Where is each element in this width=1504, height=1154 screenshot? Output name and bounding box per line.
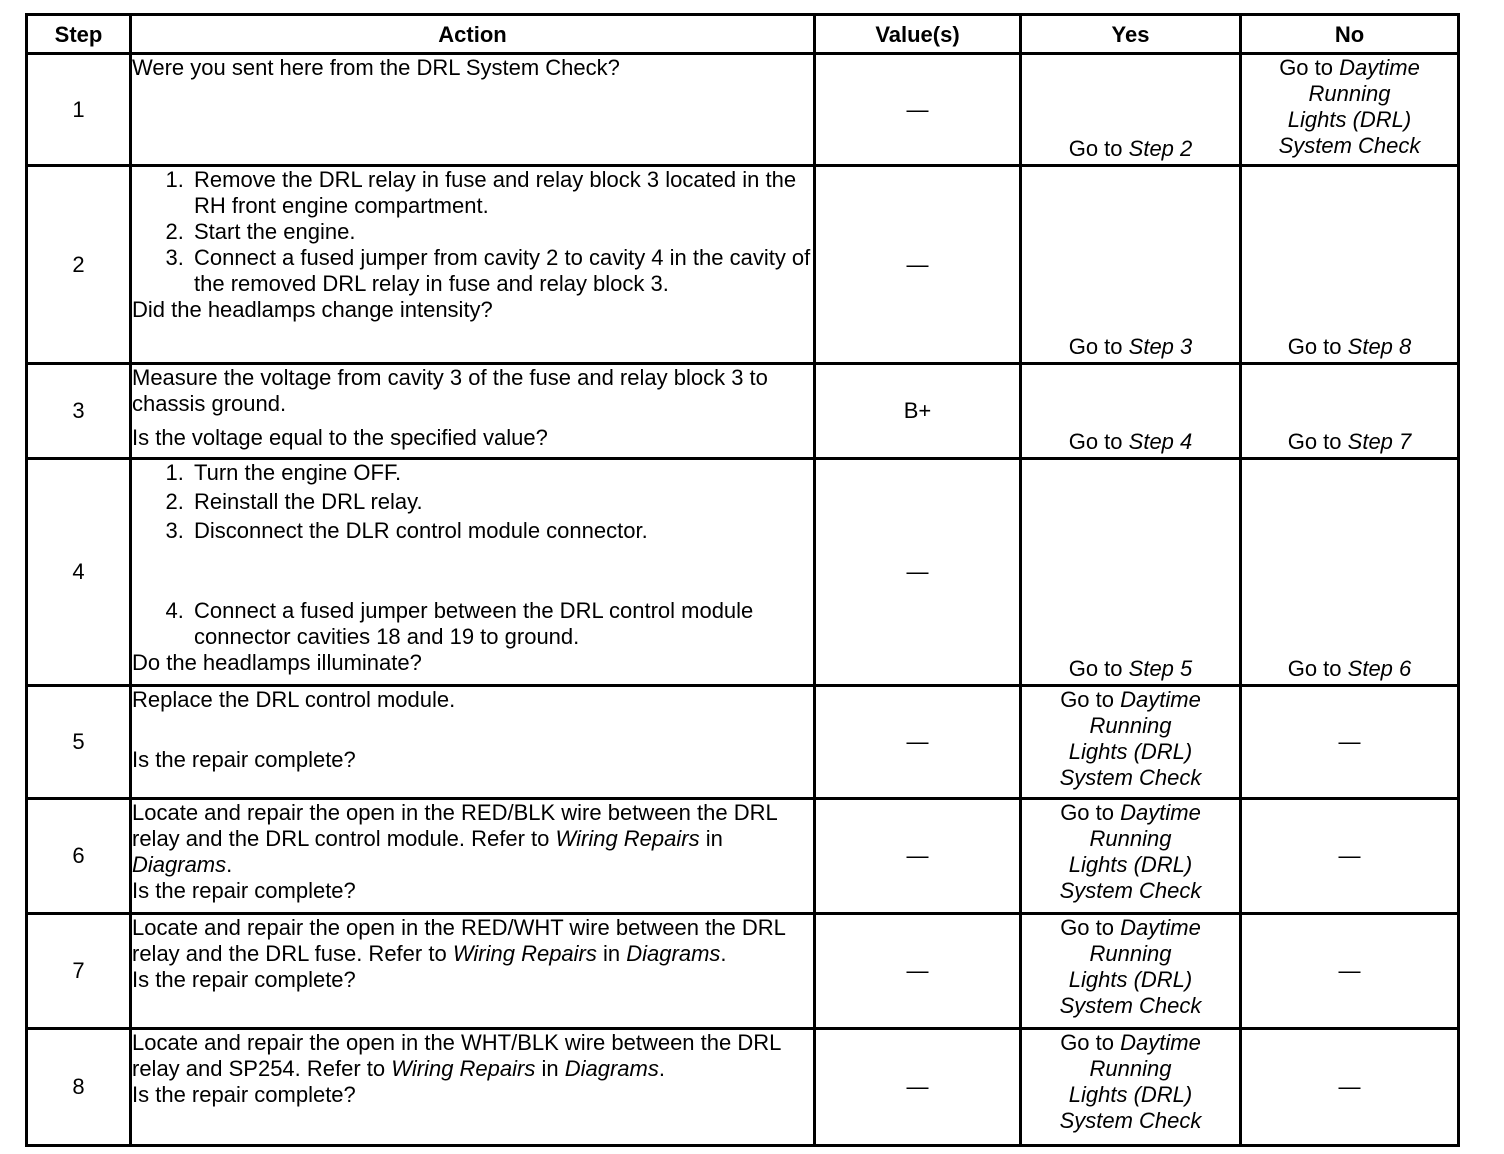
step-number: 7	[27, 914, 131, 1029]
no-cell: —	[1241, 914, 1459, 1029]
table-row	[27, 166, 1459, 364]
yes-link[interactable]: Go to Daytime Running Lights (DRL) System Check	[1059, 687, 1202, 790]
action-text: Measure the voltage from cavity 3 of the fuse and relay block 3 to chassis ground.	[132, 365, 768, 416]
yes-link[interactable]: Go to Step 2	[1068, 136, 1193, 161]
value-cell: —	[815, 914, 1021, 1029]
action-cell	[131, 459, 815, 686]
value-cell: —	[815, 166, 1021, 364]
value-cell: —	[815, 799, 1021, 914]
table-row	[27, 686, 1459, 799]
step-number: 2	[27, 166, 131, 364]
action-cell	[131, 54, 815, 166]
action-step: 2. Start the engine.	[190, 219, 813, 245]
action-question: Is the repair complete?	[132, 878, 356, 903]
yes-cell	[1021, 799, 1241, 914]
action-question: Is the repair complete?	[132, 1082, 356, 1107]
action-step: 2. Reinstall the DRL relay.	[190, 489, 813, 515]
yes-cell	[1021, 1029, 1241, 1146]
yes-cell	[1021, 364, 1241, 459]
action-question: Is the repair complete?	[132, 747, 356, 772]
yes-link[interactable]: Go to Step 5	[1068, 656, 1193, 681]
wiring-repairs-ref[interactable]: Wiring Repairs	[452, 941, 597, 966]
wiring-repairs-ref[interactable]: Wiring Repairs	[391, 1056, 536, 1081]
header-values: Value(s)	[815, 15, 1021, 54]
action-text: Locate and repair the open in the WHT/BLK wire between the DRL relay and SP254. Refer to Wiring Repairs in Diagrams.	[132, 1030, 781, 1081]
table-row	[27, 1029, 1459, 1146]
action-question: Is the repair complete?	[132, 967, 356, 992]
header-action: Action	[131, 15, 815, 54]
yes-link[interactable]: Go to Step 4	[1068, 429, 1193, 454]
step-number: 8	[27, 1029, 131, 1146]
step-number: 1	[27, 54, 131, 166]
no-cell: —	[1241, 799, 1459, 914]
action-step: 3. Connect a fused jumper from cavity 2 to cavity 4 in the cavity of the removed DRL relay in fuse and relay block 3.	[190, 245, 813, 297]
no-link[interactable]: Go to Step 7	[1287, 429, 1412, 454]
value-cell: —	[815, 1029, 1021, 1146]
table-row	[27, 799, 1459, 914]
action-question: Do the headlamps illuminate?	[132, 650, 422, 675]
table-row	[27, 54, 1459, 166]
wiring-repairs-ref[interactable]: Wiring Repairs	[555, 826, 700, 851]
action-step: 3. Disconnect the DLR control module connector.	[190, 518, 813, 544]
table-row	[27, 459, 1459, 686]
action-step: 1. Turn the engine OFF.	[190, 460, 813, 486]
diagrams-ref[interactable]: Diagrams	[132, 852, 227, 877]
action-step: 4. Connect a fused jumper between the DRL control module connector cavities 18 and 19 to ground.	[190, 598, 813, 650]
yes-cell	[1021, 166, 1241, 364]
yes-link[interactable]: Go to Step 3	[1068, 334, 1193, 359]
table-row	[27, 914, 1459, 1029]
step-number: 4	[27, 459, 131, 686]
action-cell	[131, 364, 815, 459]
header-yes: Yes	[1021, 15, 1241, 54]
no-cell	[1241, 166, 1459, 364]
header-row	[27, 15, 1459, 54]
yes-link[interactable]: Go to Daytime Running Lights (DRL) System Check	[1059, 1030, 1202, 1133]
no-cell: —	[1241, 1029, 1459, 1146]
value-cell: B+	[815, 364, 1021, 459]
no-cell: —	[1241, 686, 1459, 799]
yes-cell	[1021, 54, 1241, 166]
step-number: 5	[27, 686, 131, 799]
header-no: No	[1241, 15, 1459, 54]
header-step: Step	[27, 15, 131, 54]
value-cell: —	[815, 686, 1021, 799]
no-link[interactable]: Go to Daytime Running Lights (DRL) System Check	[1278, 55, 1421, 158]
no-cell	[1241, 364, 1459, 459]
action-steps	[132, 460, 813, 650]
action-step: 1. Remove the DRL relay in fuse and relay block 3 located in the RH front engine compartment.	[190, 167, 813, 219]
action-cell	[131, 166, 815, 364]
no-cell	[1241, 54, 1459, 166]
yes-cell	[1021, 686, 1241, 799]
action-steps	[132, 167, 813, 297]
yes-cell	[1021, 914, 1241, 1029]
action-cell	[131, 799, 815, 914]
yes-link[interactable]: Go to Daytime Running Lights (DRL) System Check	[1059, 800, 1202, 903]
action-text: Locate and repair the open in the RED/BLK wire between the DRL relay and the DRL control module. Refer to Wiring Repairs in Diagrams.	[132, 800, 777, 877]
action-cell	[131, 914, 815, 1029]
action-question: Is the voltage equal to the specified value?	[132, 425, 548, 450]
diagnostic-table	[25, 13, 1460, 1147]
table-row	[27, 364, 1459, 459]
no-link[interactable]: Go to Step 6	[1287, 656, 1412, 681]
yes-cell	[1021, 459, 1241, 686]
diagrams-ref[interactable]: Diagrams	[564, 1056, 659, 1081]
action-text: Replace the DRL control module.	[132, 687, 456, 712]
action-cell	[131, 686, 815, 799]
diagrams-ref[interactable]: Diagrams	[626, 941, 721, 966]
step-number: 3	[27, 364, 131, 459]
action-question: Were you sent here from the DRL System Check?	[132, 55, 620, 80]
step-number: 6	[27, 799, 131, 914]
no-cell	[1241, 459, 1459, 686]
value-cell: —	[815, 54, 1021, 166]
action-text: Locate and repair the open in the RED/WHT wire between the DRL relay and the DRL fuse. Refer to Wiring Repairs in Diagrams.	[132, 915, 786, 966]
action-cell	[131, 1029, 815, 1146]
yes-link[interactable]: Go to Daytime Running Lights (DRL) System Check	[1059, 915, 1202, 1018]
no-link[interactable]: Go to Step 8	[1287, 334, 1412, 359]
value-cell: —	[815, 459, 1021, 686]
action-question: Did the headlamps change intensity?	[132, 297, 493, 322]
